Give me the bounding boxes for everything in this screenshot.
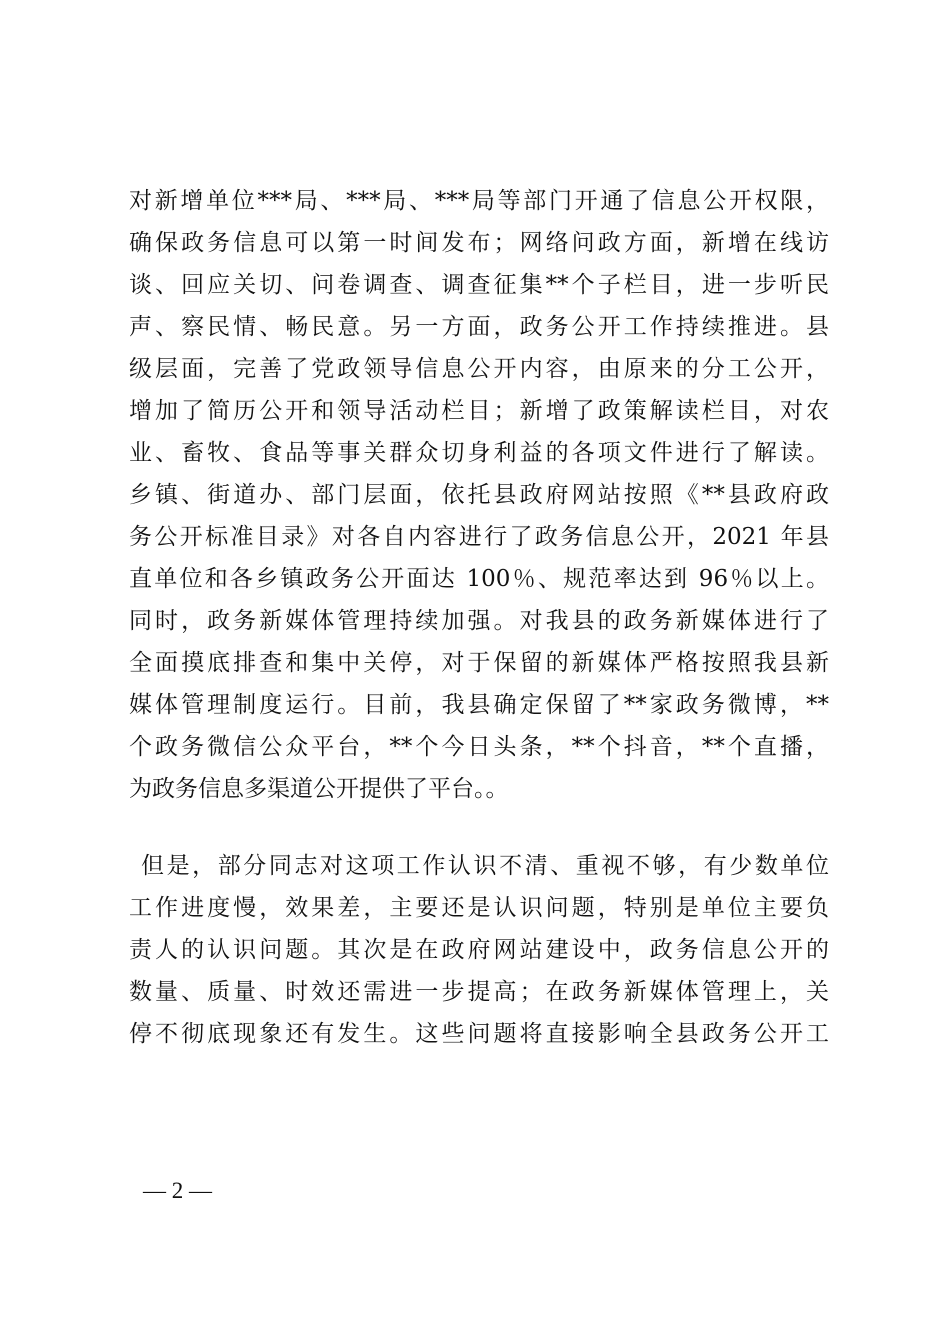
text-line: 谈、回应关切、问卷调查、调查征集**个子栏目，进一步听民 — [129, 272, 829, 298]
document-body — [129, 180, 829, 1055]
text-line: 级层面，完善了党政领导信息公开内容，由原来的分工公开， — [129, 356, 829, 382]
text-line: 增加了简历公开和领导活动栏目；新增了政策解读栏目，对农 — [129, 398, 829, 424]
text-line: 确保政务信息可以第一时间发布；网络问政方面，新增在线访 — [129, 230, 829, 256]
text-line: 同时，政务新媒体管理持续加强。对我县的政务新媒体进行了 — [129, 608, 829, 634]
text-line: 乡镇、街道办、部门层面，依托县政府网站按照《**县政府政 — [129, 482, 829, 508]
text-line: 直单位和各乡镇政务公开面达 100％、规范率达到 96％以上。 — [129, 566, 829, 592]
text-line: 数量、质量、时效还需进一步提高；在政务新媒体管理上，关 — [129, 979, 829, 1005]
text-line: 对新增单位***局、***局、***局等部门开通了信息公开权限， — [129, 188, 829, 214]
text-line: 个政务微信公众平台，**个今日头条，**个抖音，**个直播， — [129, 734, 829, 760]
text-line: 媒体管理制度运行。目前，我县确定保留了**家政务微博，** — [129, 692, 829, 718]
text-line: 停不彻底现象还有发生。这些问题将直接影响全县政务公开工 — [129, 1021, 829, 1047]
page-number: — 2 — — [143, 1178, 212, 1203]
paragraph-spacer — [129, 810, 829, 845]
text-line: 务公开标准目录》对各自内容进行了政务信息公开，2021 年县 — [129, 524, 829, 550]
text-line: 责人的认识问题。其次是在政府网站建设中，政务信息公开的 — [129, 937, 829, 963]
text-line: 全面摸底排查和集中关停，对于保留的新媒体严格按照我县新 — [129, 650, 829, 676]
text-line: 为政务信息多渠道公开提供了平台。。 — [129, 776, 509, 802]
text-line: 声、察民情、畅民意。另一方面，政务公开工作持续推进。县 — [129, 314, 829, 340]
text-line: 业、畜牧、食品等事关群众切身利益的各项文件进行了解读。 — [129, 440, 829, 466]
text-line: 但是，部分同志对这项工作认识不清、重视不够，有少数单位 — [141, 853, 829, 879]
text-line: 工作进度慢，效果差，主要还是认识问题，特别是单位主要负 — [129, 895, 829, 921]
paragraph-2 — [129, 845, 829, 1055]
paragraph-1 — [129, 180, 829, 810]
